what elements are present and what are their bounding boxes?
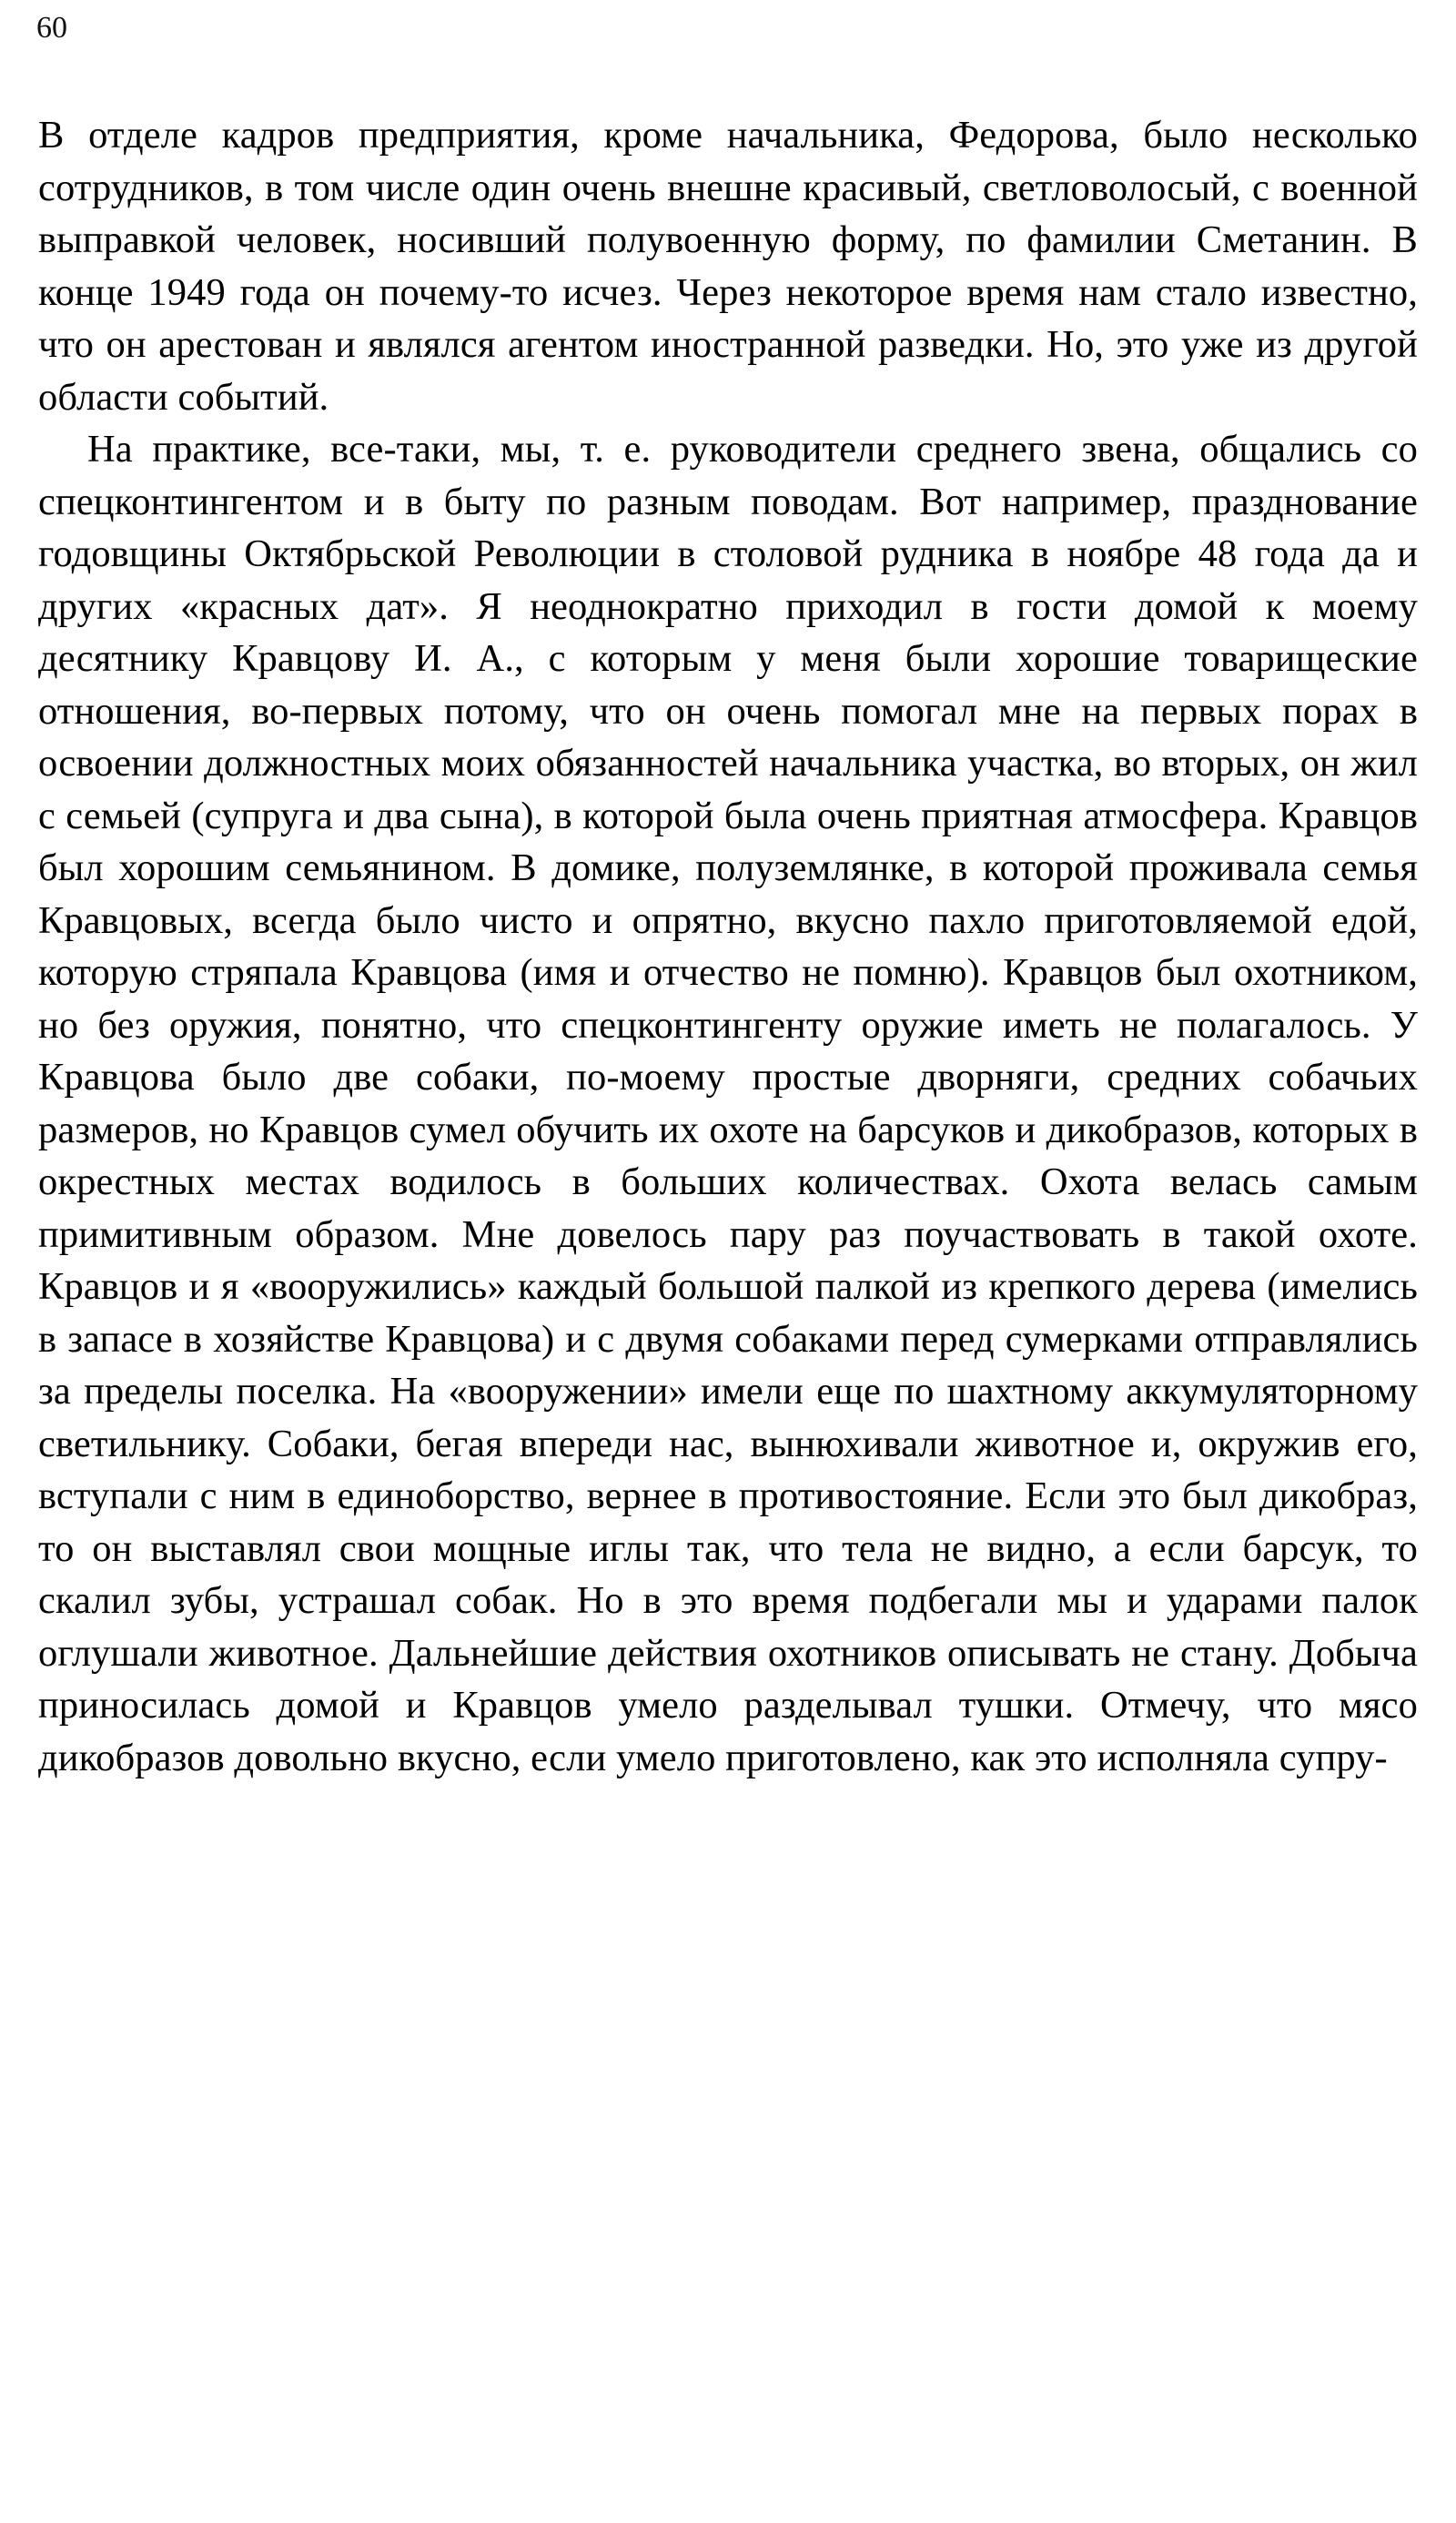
page-number: 60 xyxy=(36,11,67,45)
page-body-text xyxy=(38,109,1418,1784)
paragraph-1: В отделе кадров предприятия, кроме начальника, Федорова, было несколько сотрудников, в том числе один очень внешне красивый, светловолосый, с военной выправкой человек, носивший полувоенную форму, по фамилии Сметанин. В конце 1949 года он почему-то исчез. Через некоторое время нам стало известно, что он арестован и являлся агентом иностранной разведки. Но, это уже из другой области событий. xyxy=(38,114,1418,419)
paragraph-2: На практике, все-таки, мы, т. е. руководители среднего звена, общались со спецконтингентом и в быту по разным поводам. Вот например, празднование годовщины Октябрьской Революции в столовой рудника в ноябре 48 года да и других «красных дат». Я неоднократно приходил в гости домой к моему десятнику Кравцову И. А., с которым у меня были хорошие товарищеские отношения, во-первых потому, что он очень помогал мне на первых порах в освоении должностных моих обязанностей начальника участка, во вторых, он жил с семьей (супруга и два сына), в которой была очень приятная атмосфера. Кравцов был хорошим семьянином. В домике, полуземлянке, в которой проживала семья Кравцовых, всегда было чисто и опрятно, вкусно пахло приготовляемой едой, которую стряпала Кравцова (имя и отчество не помню). Кравцов был охотником, но без оружия, понятно, что спецконтингенту оружие иметь не полагалось. У Кравцова было две собаки, по-моему простые дворняги, средних собачьих размеров, но Кравцов сумел обучить их охоте на барсуков и дикобразов, которых в окрестных местах водилось в больших количествах. Охота велась самым примитивным образом. Мне довелось пару раз поучаствовать в такой охоте. Кравцов и я «вооружились» каждый большой палкой из крепкого дерева (имелись в запасе в хозяйстве Кравцова) и с двумя собаками перед сумерками отправлялись за пределы поселка. На «вооружении» имели еще по шахтному аккумуляторному светильнику. Собаки, бегая впереди нас, вынюхивали животное и, окружив его, вступали с ним в единоборство, вернее в противостояние. Если это был дикобраз, то он выставлял свои мощные иглы так, что тела не видно, а если барсук, то скалил зубы, устрашал собак. Но в это время подбегали мы и ударами палок оглушали животное. Дальнейшие действия охотников описывать не стану. Добыча приносилась домой и Кравцов умело разделывал тушки. Отмечу, что мясо дикобразов довольно вкусно, если умело приготовлено, как это исполняла супру- xyxy=(38,428,1418,1779)
